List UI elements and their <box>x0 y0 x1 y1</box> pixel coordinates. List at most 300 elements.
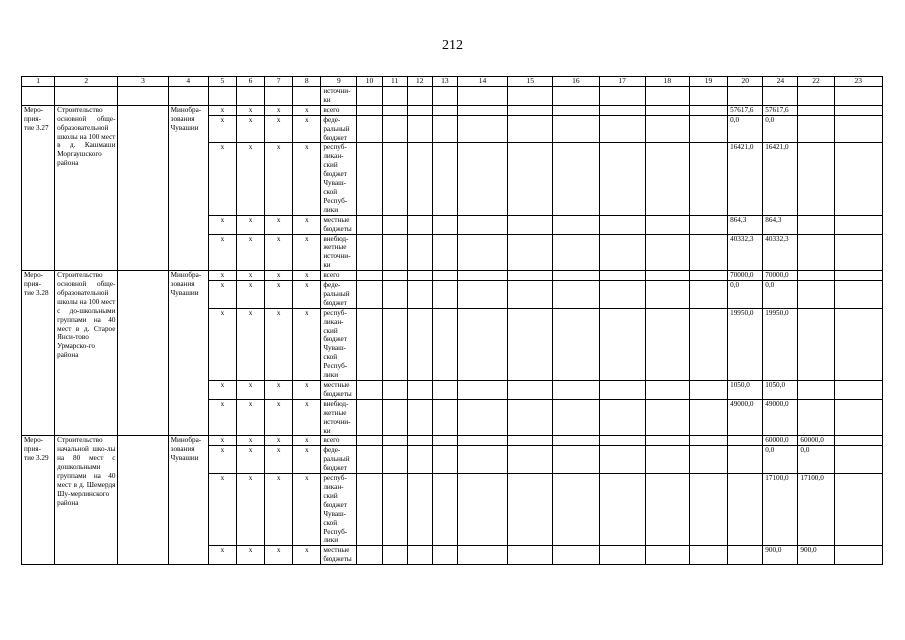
budget-table <box>21 76 883 565</box>
empty-cell <box>599 271 645 281</box>
funding-source: местные бюджеты <box>321 546 357 565</box>
column-number: 16 <box>553 77 599 87</box>
mark-cell: х <box>293 105 321 115</box>
empty-cell <box>599 115 645 143</box>
empty-cell <box>599 399 645 436</box>
event-name: Строительство начальной шко-лы на 80 мест с дошкольными группами на 40 мест в д. Шемердя Шу-мерлинского района <box>55 436 118 565</box>
empty-cell <box>553 381 599 400</box>
mark-cell: х <box>293 399 321 436</box>
empty-cell <box>357 474 382 546</box>
empty-cell <box>357 308 382 380</box>
empty-cell <box>432 474 457 546</box>
column-number: 23 <box>834 77 882 87</box>
empty-cell <box>432 281 457 309</box>
mark-cell: х <box>236 115 264 143</box>
event-name: Строительство основной обще-образовательной школы на 100 мест в д. Кашмаши Моргаушского района <box>55 105 118 270</box>
amount-col-24: 0,0 <box>763 281 798 309</box>
empty-cell <box>689 446 727 474</box>
funding-source: респуб- ликан- ский бюджет Чуваш- ской Респуб- лики <box>321 474 357 546</box>
funding-source: внебюд- жетные источни- ки <box>321 234 357 271</box>
empty-cell <box>599 143 645 215</box>
empty-cell <box>599 281 645 309</box>
amount-col-20: 40332,3 <box>728 234 763 271</box>
empty-cell <box>382 143 407 215</box>
mark-cell: х <box>293 546 321 565</box>
empty-cell <box>432 143 457 215</box>
funding-source: респуб- ликан- ский бюджет Чуваш- ской Респуб- лики <box>321 143 357 215</box>
empty-cell <box>382 271 407 281</box>
empty-cell <box>457 87 507 106</box>
empty-cell <box>382 234 407 271</box>
funding-source: местные бюджеты <box>321 381 357 400</box>
amount-col-20: 864,3 <box>728 215 763 234</box>
empty-cell <box>645 271 689 281</box>
empty-cell <box>645 215 689 234</box>
empty-cell <box>457 271 507 281</box>
empty-cell <box>382 308 407 380</box>
funding-source: феде- ральный бюджет <box>321 446 357 474</box>
mark-cell: х <box>236 215 264 234</box>
empty-cell <box>407 436 432 446</box>
amount-col-24: 900,0 <box>763 546 798 565</box>
empty-cell <box>798 87 834 106</box>
empty-cell <box>208 87 236 106</box>
amount-col-24: 70000,0 <box>763 271 798 281</box>
empty-cell <box>432 308 457 380</box>
empty-cell <box>553 308 599 380</box>
empty-cell <box>599 215 645 234</box>
empty-cell <box>432 436 457 446</box>
empty-cell <box>834 105 882 115</box>
column-number: 22 <box>798 77 834 87</box>
funding-source: всего <box>321 105 357 115</box>
page-number: 212 <box>442 38 463 53</box>
mark-cell: х <box>265 271 293 281</box>
column-number: 3 <box>118 77 168 87</box>
mark-cell: х <box>236 234 264 271</box>
empty-cell <box>407 446 432 474</box>
empty-cell <box>432 271 457 281</box>
amount-col-24: 40332,3 <box>763 234 798 271</box>
mark-cell: х <box>208 281 236 309</box>
empty-cell <box>834 215 882 234</box>
funding-source: всего <box>321 271 357 281</box>
mark-cell: х <box>208 143 236 215</box>
empty-cell <box>508 143 553 215</box>
mark-cell: х <box>208 546 236 565</box>
amount-col-24: 16421,0 <box>763 143 798 215</box>
mark-cell: х <box>208 215 236 234</box>
empty-cell <box>407 143 432 215</box>
empty-cell <box>645 399 689 436</box>
mark-cell: х <box>208 399 236 436</box>
amount-col-24: 17100,0 <box>763 474 798 546</box>
empty-cell <box>834 234 882 271</box>
empty-cell <box>728 87 763 106</box>
mark-cell: х <box>208 105 236 115</box>
empty-cell <box>407 308 432 380</box>
event-id: Меро- прия- тие 3.28 <box>22 271 55 436</box>
amount-col-24: 19950,0 <box>763 308 798 380</box>
empty-cell <box>407 87 432 106</box>
column-number: 18 <box>645 77 689 87</box>
empty-cell <box>457 234 507 271</box>
empty-cell <box>689 271 727 281</box>
empty-cell <box>407 281 432 309</box>
source-cell: источни- ки <box>321 87 357 106</box>
empty-cell <box>689 215 727 234</box>
empty-cell <box>118 87 168 106</box>
column-number: 13 <box>432 77 457 87</box>
amount-col-22: 900,0 <box>798 546 834 565</box>
column-number: 1 <box>22 77 55 87</box>
empty-cell <box>599 87 645 106</box>
empty-cell <box>599 546 645 565</box>
amount-col-24: 57617,6 <box>763 105 798 115</box>
empty-cell <box>689 115 727 143</box>
column-number: 2 <box>55 77 118 87</box>
empty-cell <box>508 271 553 281</box>
amount-col-22 <box>798 143 834 215</box>
empty-cell <box>382 436 407 446</box>
amount-col-24: 0,0 <box>763 115 798 143</box>
empty-cell <box>834 87 882 106</box>
mark-cell: х <box>265 143 293 215</box>
mark-cell: х <box>293 143 321 215</box>
empty-cell <box>645 115 689 143</box>
empty-cell <box>553 143 599 215</box>
empty-cell <box>407 105 432 115</box>
amount-col-24: 1050,0 <box>763 381 798 400</box>
amount-col-22 <box>798 399 834 436</box>
mark-cell: х <box>265 115 293 143</box>
mark-cell: х <box>293 474 321 546</box>
mark-cell: х <box>293 215 321 234</box>
empty-cell <box>834 143 882 215</box>
empty-cell <box>645 234 689 271</box>
mark-cell: х <box>236 446 264 474</box>
empty-cell <box>382 546 407 565</box>
mark-cell: х <box>208 115 236 143</box>
event-name: Строительство основной обще-образовательной школы на 100 мест с до-школьными группами на 40 мест в д. Старое Янси-тово Урмарско-го района <box>55 271 118 436</box>
empty-cell <box>553 234 599 271</box>
empty-cell <box>508 436 553 446</box>
empty-cell <box>689 436 727 446</box>
mark-cell: х <box>293 436 321 446</box>
empty-cell <box>22 87 55 106</box>
empty-cell <box>834 546 882 565</box>
empty-cell <box>599 436 645 446</box>
empty-cell <box>382 381 407 400</box>
empty-cell <box>382 399 407 436</box>
amount-col-22: 60000,0 <box>798 436 834 446</box>
amount-col-24: 60000,0 <box>763 436 798 446</box>
mark-cell: х <box>293 381 321 400</box>
table-row <box>22 436 883 446</box>
empty-cell <box>834 115 882 143</box>
mark-cell: х <box>265 234 293 271</box>
amount-col-24: 0,0 <box>763 446 798 474</box>
empty-cell <box>508 474 553 546</box>
empty-cell <box>645 105 689 115</box>
empty-cell <box>357 215 382 234</box>
empty-cell <box>432 446 457 474</box>
amount-col-20: 49000,0 <box>728 399 763 436</box>
continuation-row <box>22 87 883 106</box>
empty-cell <box>645 436 689 446</box>
amount-col-22: 0,0 <box>798 446 834 474</box>
empty-cell <box>457 281 507 309</box>
mark-cell: х <box>208 234 236 271</box>
column-number: 6 <box>236 77 264 87</box>
column-number: 14 <box>457 77 507 87</box>
empty-cell <box>834 271 882 281</box>
empty-cell <box>407 381 432 400</box>
mark-cell: х <box>208 308 236 380</box>
mark-cell: х <box>265 399 293 436</box>
mark-cell: х <box>293 271 321 281</box>
funding-source: всего <box>321 436 357 446</box>
amount-col-20 <box>728 446 763 474</box>
empty-cell <box>236 87 264 106</box>
funding-source: феде- ральный бюджет <box>321 281 357 309</box>
empty-cell <box>689 474 727 546</box>
empty-cell <box>508 399 553 436</box>
empty-cell <box>457 399 507 436</box>
column-number: 24 <box>763 77 798 87</box>
empty-cell <box>457 436 507 446</box>
mark-cell: х <box>293 115 321 143</box>
funding-source: местные бюджеты <box>321 215 357 234</box>
empty-cell <box>382 446 407 474</box>
column-number: 8 <box>293 77 321 87</box>
mark-cell: х <box>236 271 264 281</box>
amount-col-20: 19950,0 <box>728 308 763 380</box>
column-number-row <box>22 77 883 87</box>
empty-cell <box>553 115 599 143</box>
amount-col-20: 70000,0 <box>728 271 763 281</box>
empty-cell <box>834 474 882 546</box>
amount-col-20: 0,0 <box>728 115 763 143</box>
column-number: 19 <box>689 77 727 87</box>
empty-cell <box>689 381 727 400</box>
empty-cell <box>689 546 727 565</box>
empty-cell <box>645 143 689 215</box>
empty-cell <box>382 474 407 546</box>
empty-cell <box>599 446 645 474</box>
empty-cell <box>457 143 507 215</box>
amount-col-20: 57617,6 <box>728 105 763 115</box>
column-number: 17 <box>599 77 645 87</box>
empty-cell <box>357 115 382 143</box>
empty-cell <box>645 308 689 380</box>
empty-cell <box>357 399 382 436</box>
mark-cell: х <box>208 436 236 446</box>
empty-cell <box>382 115 407 143</box>
empty-cell <box>457 474 507 546</box>
empty-cell <box>645 446 689 474</box>
empty-cell <box>689 87 727 106</box>
mark-cell: х <box>293 446 321 474</box>
mark-cell: х <box>265 215 293 234</box>
empty-cell <box>357 234 382 271</box>
empty-cell <box>763 87 798 106</box>
empty-cell <box>645 87 689 106</box>
empty-cell <box>834 399 882 436</box>
empty-cell <box>553 436 599 446</box>
empty-cell <box>689 143 727 215</box>
table-row <box>22 271 883 281</box>
column-number: 15 <box>508 77 553 87</box>
table-row <box>22 105 883 115</box>
empty-cell <box>599 381 645 400</box>
mark-cell: х <box>236 399 264 436</box>
empty-cell <box>553 87 599 106</box>
funding-source: респуб- ликан- ский бюджет Чуваш- ской Респуб- лики <box>321 308 357 380</box>
empty-cell <box>553 215 599 234</box>
empty-cell <box>407 271 432 281</box>
event-executor: Минобра- зования Чувашии <box>168 105 208 270</box>
empty-cell <box>432 546 457 565</box>
empty-cell <box>553 105 599 115</box>
mark-cell: х <box>265 308 293 380</box>
empty-cell <box>508 308 553 380</box>
funding-source: внебюд- жетные источни- ки <box>321 399 357 436</box>
empty-cell <box>508 105 553 115</box>
empty-cell <box>118 436 168 565</box>
empty-cell <box>118 105 168 270</box>
mark-cell: х <box>236 474 264 546</box>
event-executor: Минобра- зования Чувашии <box>168 271 208 436</box>
empty-cell <box>382 105 407 115</box>
empty-cell <box>508 215 553 234</box>
amount-col-24: 864,3 <box>763 215 798 234</box>
empty-cell <box>407 215 432 234</box>
amount-col-22 <box>798 271 834 281</box>
empty-cell <box>457 115 507 143</box>
empty-cell <box>553 271 599 281</box>
mark-cell: х <box>265 381 293 400</box>
empty-cell <box>645 546 689 565</box>
empty-cell <box>599 105 645 115</box>
empty-cell <box>168 87 208 106</box>
column-number: 4 <box>168 77 208 87</box>
empty-cell <box>645 474 689 546</box>
mark-cell: х <box>236 143 264 215</box>
amount-col-22 <box>798 281 834 309</box>
funding-source: феде- ральный бюджет <box>321 115 357 143</box>
amount-col-20: 1050,0 <box>728 381 763 400</box>
column-number: 5 <box>208 77 236 87</box>
empty-cell <box>508 234 553 271</box>
mark-cell: х <box>265 546 293 565</box>
empty-cell <box>432 115 457 143</box>
empty-cell <box>55 87 118 106</box>
empty-cell <box>508 381 553 400</box>
amount-col-20: 16421,0 <box>728 143 763 215</box>
empty-cell <box>508 446 553 474</box>
empty-cell <box>508 115 553 143</box>
mark-cell: х <box>265 474 293 546</box>
empty-cell <box>407 474 432 546</box>
empty-cell <box>357 546 382 565</box>
mark-cell: х <box>265 436 293 446</box>
empty-cell <box>834 446 882 474</box>
mark-cell: х <box>236 281 264 309</box>
mark-cell: х <box>208 381 236 400</box>
empty-cell <box>357 381 382 400</box>
mark-cell: х <box>293 234 321 271</box>
mark-cell: х <box>236 381 264 400</box>
empty-cell <box>432 215 457 234</box>
empty-cell <box>553 446 599 474</box>
mark-cell: х <box>293 281 321 309</box>
amount-col-20: 0,0 <box>728 281 763 309</box>
empty-cell <box>432 105 457 115</box>
empty-cell <box>432 87 457 106</box>
empty-cell <box>553 546 599 565</box>
column-number: 11 <box>382 77 407 87</box>
column-number: 7 <box>265 77 293 87</box>
mark-cell: х <box>265 105 293 115</box>
column-number: 9 <box>321 77 357 87</box>
empty-cell <box>457 446 507 474</box>
mark-cell: х <box>293 308 321 380</box>
mark-cell: х <box>236 436 264 446</box>
empty-cell <box>357 446 382 474</box>
empty-cell <box>357 105 382 115</box>
empty-cell <box>834 381 882 400</box>
mark-cell: х <box>208 474 236 546</box>
empty-cell <box>457 546 507 565</box>
empty-cell <box>508 87 553 106</box>
empty-cell <box>457 215 507 234</box>
empty-cell <box>457 308 507 380</box>
amount-col-20 <box>728 436 763 446</box>
amount-col-22 <box>798 115 834 143</box>
empty-cell <box>689 399 727 436</box>
empty-cell <box>689 308 727 380</box>
empty-cell <box>382 281 407 309</box>
empty-cell <box>407 234 432 271</box>
mark-cell: х <box>208 446 236 474</box>
empty-cell <box>432 381 457 400</box>
empty-cell <box>689 234 727 271</box>
amount-col-22: 17100,0 <box>798 474 834 546</box>
amount-col-22 <box>798 105 834 115</box>
amount-col-22 <box>798 308 834 380</box>
empty-cell <box>508 546 553 565</box>
amount-col-22 <box>798 381 834 400</box>
empty-cell <box>357 436 382 446</box>
empty-cell <box>834 308 882 380</box>
empty-cell <box>293 87 321 106</box>
mark-cell: х <box>265 446 293 474</box>
empty-cell <box>407 115 432 143</box>
empty-cell <box>457 381 507 400</box>
empty-cell <box>553 474 599 546</box>
empty-cell <box>357 87 382 106</box>
empty-cell <box>407 399 432 436</box>
empty-cell <box>382 87 407 106</box>
empty-cell <box>599 308 645 380</box>
column-number: 10 <box>357 77 382 87</box>
empty-cell <box>599 234 645 271</box>
empty-cell <box>118 271 168 436</box>
amount-col-22 <box>798 234 834 271</box>
mark-cell: х <box>208 271 236 281</box>
empty-cell <box>407 546 432 565</box>
